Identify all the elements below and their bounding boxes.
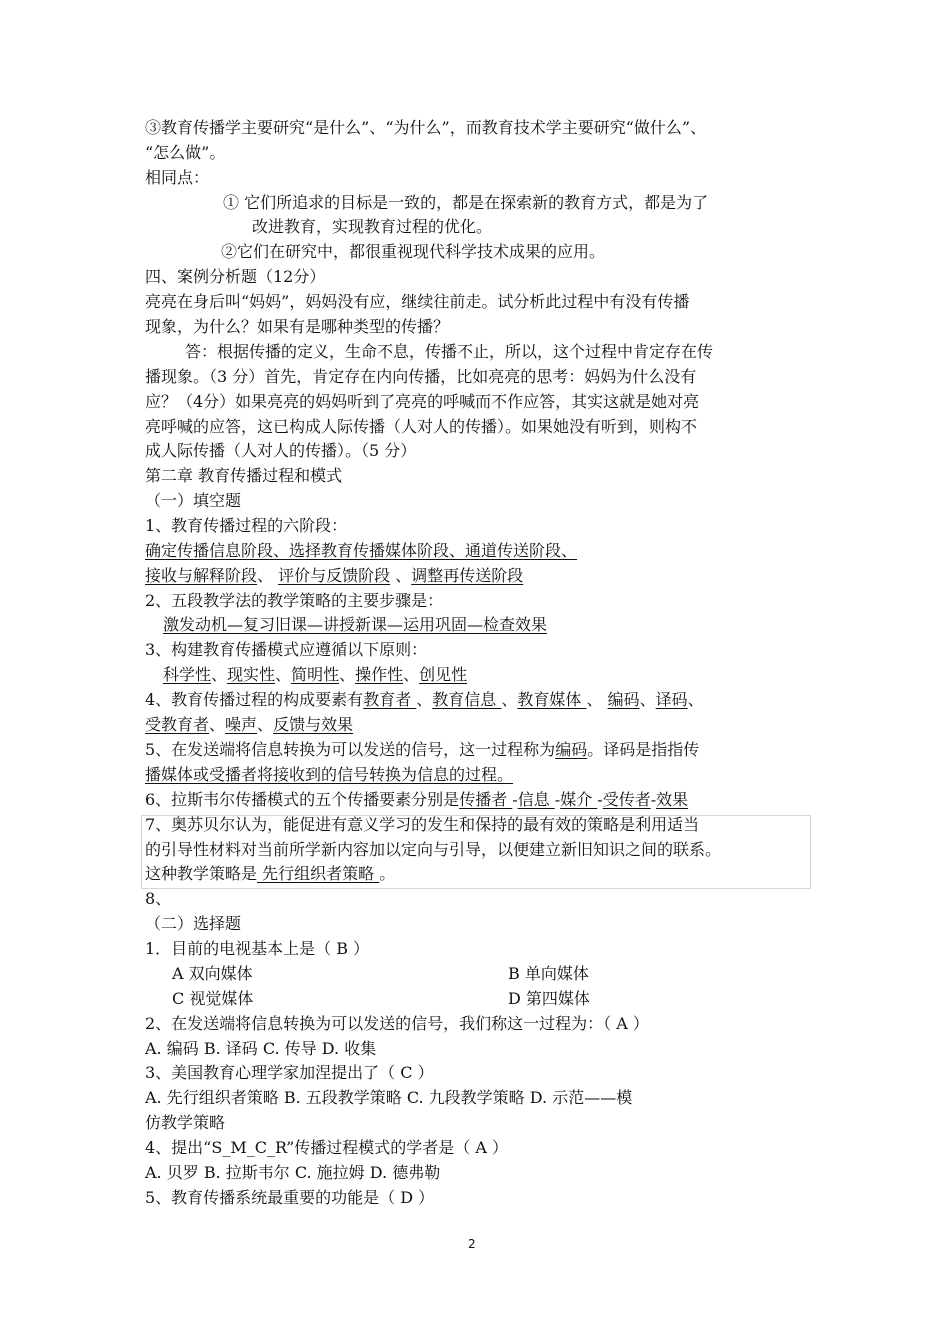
answer-blank: 创见性: [419, 665, 468, 684]
answer-blank: 先行组织者策略: [257, 864, 380, 883]
separator: -: [554, 790, 561, 809]
separator: 、: [586, 690, 608, 709]
question-line: 5、教育传播系统最重要的功能是（ D ）: [145, 1188, 435, 1207]
separator: 、: [639, 690, 656, 709]
separator: -: [512, 790, 518, 809]
text-line: ① 它们所追求的目标是一致的，都是在探索新的教育方式，都是为了: [223, 193, 709, 212]
answer-line: [145, 712, 353, 737]
option-line: 仿教学策略: [145, 1113, 226, 1132]
text-line: [145, 737, 699, 762]
answer-blank: 噪声: [225, 715, 258, 734]
page-number: 2: [468, 1237, 476, 1251]
answer-blank: 信息: [517, 790, 555, 809]
separator: 、: [257, 566, 279, 585]
question-line: 2、在发送端将信息转换为可以发送的信号，我们称这一过程为：（ A ）: [145, 1014, 649, 1033]
answer-blank: 反馈与效果: [273, 715, 354, 734]
answer-line: [145, 787, 688, 812]
question-text: 。译码是指指传: [587, 740, 700, 759]
answer-blank: 传播者: [459, 790, 513, 809]
answer-line: 激发动机—复习旧课—讲授新课—运用巩固—检查效果: [163, 615, 548, 634]
question-line: 3、美国教育心理学家加涅提出了（ C ）: [145, 1063, 434, 1082]
subsection-heading: （二）选择题: [145, 914, 242, 933]
separator: 、: [416, 690, 433, 709]
separator: 、: [390, 566, 412, 585]
separator: 、: [403, 665, 420, 684]
text-line: “怎么做”。: [145, 143, 226, 162]
answer-blank: 受传者: [602, 790, 651, 809]
answer-blank: 科学性: [163, 665, 212, 684]
answer-line: 确定传播信息阶段、选择教育传播媒体阶段、通道传送阶段、: [145, 541, 578, 560]
text-line: 的引导性材料对当前所学新内容加以定向与引导，以便建立新旧知识之间的联系。: [145, 840, 722, 859]
text-line: 应？（4分）如果亮亮的妈妈听到了亮亮的呼喊而不作应答，其实这就是她对亮: [145, 392, 700, 411]
answer-line: [145, 563, 523, 588]
answer-blank: 教育信息: [432, 690, 502, 709]
text-line: 成人际传播（人对人的传播）。（5 分）: [145, 441, 417, 460]
text-line: 播现象。（3 分）首先，肯定存在内向传播，比如亮亮的思考：妈妈为什么没有: [145, 367, 697, 386]
text-line: 改进教育，实现教育过程的优化。: [252, 217, 493, 236]
option-line: A. 编码 B. 译码 C. 传导 D. 收集: [145, 1039, 377, 1058]
text-line: 7、奥苏贝尔认为，能促进有意义学习的发生和保持的最有效的策略是利用适当: [145, 815, 700, 834]
answer-blank: 译码: [655, 690, 688, 709]
separator: -: [597, 790, 603, 809]
question-text: 6、拉斯韦尔传播模式的五个传播要素分别是: [145, 790, 460, 809]
answer-blank: 调整再传送阶段: [411, 566, 524, 585]
separator: 、: [211, 665, 228, 684]
text-line: 1、教育传播过程的六阶段：: [145, 516, 348, 535]
text-line: [145, 861, 395, 886]
subsection-heading: （一）填空题: [145, 491, 242, 510]
answer-blank: 效果: [656, 790, 689, 809]
answer-blank: 现实性: [227, 665, 276, 684]
separator: 、: [339, 665, 356, 684]
option-line: A. 贝罗 B. 拉斯韦尔 C. 施拉姆 D. 德弗勒: [145, 1163, 441, 1182]
answer-blank: 操作性: [355, 665, 404, 684]
separator: 、: [209, 715, 226, 734]
option-text: C 视觉媒体: [172, 989, 254, 1008]
answer-blank: 接收与解释阶段: [145, 566, 258, 585]
text-line: 亮亮在身后叫“妈妈”，妈妈没有应，继续往前走。试分析此过程中有没有传播: [145, 292, 690, 311]
separator: 、: [275, 665, 292, 684]
answer-blank: 媒介: [560, 790, 598, 809]
question-text: 4、教育传播过程的构成要素有: [145, 690, 364, 709]
separator: -: [650, 790, 657, 809]
separator: 、: [257, 715, 274, 734]
option-text: A 双向媒体: [172, 964, 253, 983]
text-line: 3、构建教育传播模式应遵循以下原则：: [145, 640, 428, 659]
text-line: 相同点：: [145, 168, 210, 187]
separator: 。: [379, 864, 396, 883]
separator: 、: [687, 690, 704, 709]
answer-blank: 教育媒体: [517, 690, 587, 709]
answer-blank: 编码: [555, 740, 588, 759]
chapter-heading: 第二章 教育传播过程和模式: [145, 466, 343, 485]
question-line: 4、提出“S_M_C_R”传播过程模式的学者是（ A ）: [145, 1138, 509, 1157]
option-line: A. 先行组织者策略 B. 五段教学策略 C. 九段教学策略 D. 示范——模: [145, 1088, 633, 1107]
answer-line: [163, 662, 467, 687]
text-line: 答：根据传播的定义，生命不息，传播不止，所以，这个过程中肯定存在传: [185, 342, 714, 361]
answer-blank: 教育者: [363, 690, 417, 709]
text-line: 现象，为什么？如果有是哪种类型的传播？: [145, 317, 450, 336]
answer-blank: 评价与反馈阶段: [278, 566, 391, 585]
section-heading: 四、案例分析题（12分）: [145, 267, 326, 286]
answer-blank: 受教育者: [145, 715, 210, 734]
answer-line: [145, 687, 704, 712]
option-text: B 单向媒体: [508, 964, 589, 983]
separator: 、: [501, 690, 518, 709]
option-text: D 第四媒体: [508, 989, 590, 1008]
text-line: ②它们在研究中，都很重视现代科学技术成果的应用。: [221, 242, 606, 261]
answer-blank: 编码: [607, 690, 640, 709]
text-line: ③教育传播学主要研究“是什么”、“为什么”，而教育技术学主要研究“做什么”、: [145, 118, 707, 137]
question-text: 这种教学策略是: [145, 864, 258, 883]
question-text: 5、在发送端将信息转换为可以发送的信号，这一过程称为: [145, 740, 556, 759]
text-line: 2、五段教学法的教学策略的主要步骤是：: [145, 591, 444, 610]
question-line: 1．目前的电视基本上是（ B ）: [145, 939, 370, 958]
text-line: 亮呼喊的应答，这已构成人际传播（人对人的传播）。如果她没有听到，则构不: [145, 417, 698, 436]
answer-line: 播媒体或受播者将接收到的信号转换为信息的过程。: [145, 765, 514, 784]
answer-blank: 简明性: [291, 665, 340, 684]
text-line: 8、: [145, 889, 172, 908]
